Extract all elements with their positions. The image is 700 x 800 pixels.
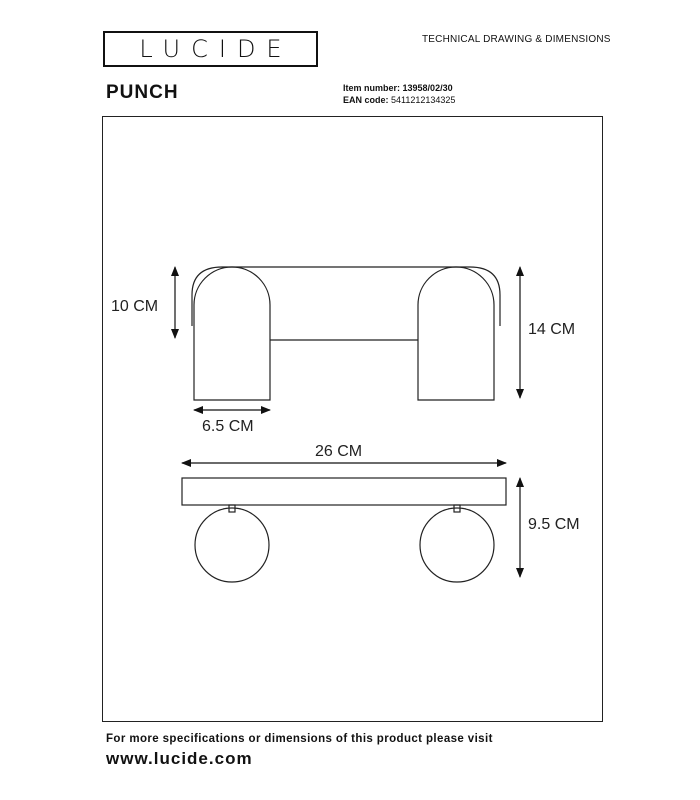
front-view <box>192 267 500 400</box>
front-dimensions <box>175 267 520 410</box>
head-width-label: 6.5 CM <box>202 418 254 435</box>
document-type: TECHNICAL DRAWING & DIMENSIONS <box>422 34 611 45</box>
top-dimensions <box>182 463 520 577</box>
depth-label: 9.5 CM <box>528 516 580 533</box>
left-spot-head <box>194 267 270 400</box>
ean-label: EAN code: <box>343 95 389 105</box>
total-length-label: 26 CM <box>315 443 363 460</box>
top-view <box>182 478 506 582</box>
product-name: PUNCH <box>106 82 179 103</box>
item-number-label: Item number: <box>343 83 401 93</box>
footer-note: For more specifications or dimensions of this product please visit <box>106 733 493 745</box>
mounting-plate <box>182 478 506 505</box>
footer-url[interactable]: www.lucide.com <box>106 749 253 768</box>
item-number-value: 13958/02/30 <box>402 83 453 93</box>
brand-logo: LUCIDE <box>103 31 318 67</box>
mounting-bar-arc <box>192 267 500 326</box>
right-spot-head <box>418 267 494 400</box>
ean-value: 5411212134325 <box>391 95 456 105</box>
total-height-label: 14 CM <box>528 321 576 338</box>
right-spot-top <box>420 508 494 582</box>
head-height-label: 10 CM <box>111 298 159 315</box>
left-spot-top <box>195 508 269 582</box>
